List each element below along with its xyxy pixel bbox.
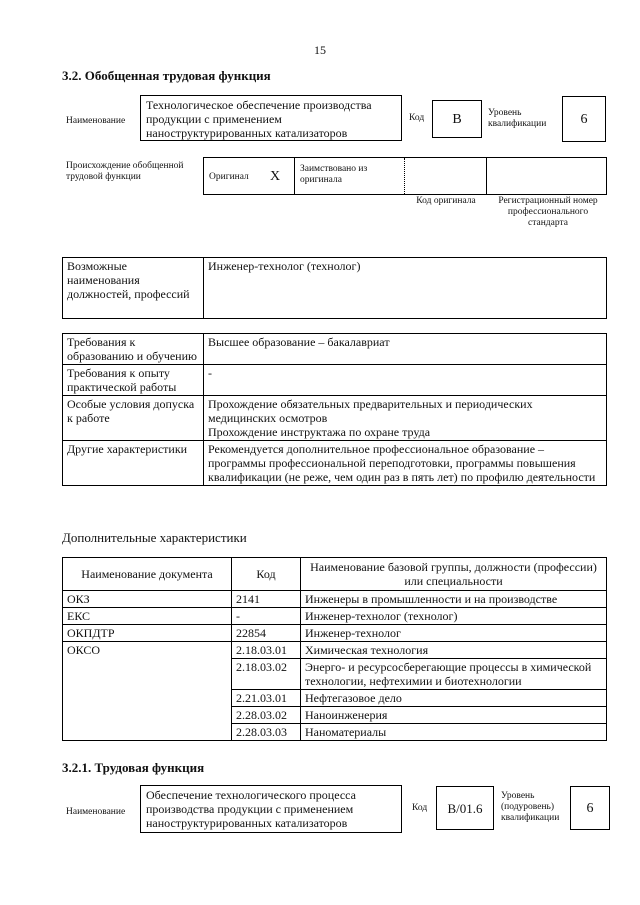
name-value: Технологическое обеспечение производства продукции с применением наноструктурированных катализаторов — [140, 95, 402, 141]
function-title: 3.2.1. Трудовая функция — [62, 760, 205, 775]
function-level-label: Уровень (подуровень) квалификации — [501, 791, 560, 823]
header-code: Код — [232, 558, 301, 591]
level-value: 6 — [562, 96, 606, 142]
additional-table — [62, 557, 607, 741]
cell-name: Инженер-технолог (технолог) — [301, 608, 607, 625]
divider — [294, 158, 295, 194]
cell-code: 2.28.03.03 — [232, 724, 301, 741]
positions-label: Возможные наименования должностей, профессий — [63, 258, 204, 319]
cell-code: 2.18.03.02 — [232, 659, 301, 690]
additional-title: Дополнительные характеристики — [62, 530, 247, 545]
cell-name: Энерго- и ресурсосберегающие процессы в химической технологии, нефтехимии и биотехнологии — [301, 659, 607, 690]
table-header-row — [63, 558, 607, 591]
req-label: Требования к образованию и обучению — [63, 334, 204, 365]
cell-doc: ОКЗ — [63, 591, 232, 608]
req-label: Особые условия допуска к работе — [63, 396, 204, 441]
divider — [486, 158, 487, 194]
table-row — [63, 642, 607, 659]
original-mark: X — [270, 169, 281, 184]
page-number: 15 — [314, 43, 326, 57]
reg-number-caption: Регистрационный номер профессионального стандарта — [498, 196, 598, 228]
table-row — [63, 591, 607, 608]
borrowed-label: Заимствовано из оригинала — [300, 164, 368, 185]
table-row — [63, 441, 607, 486]
cell-name: Химическая технология — [301, 642, 607, 659]
code-label: Код — [409, 113, 425, 123]
origin-label: Происхождение обобщенной трудовой функции — [66, 161, 184, 182]
header-doc: Наименование документа — [63, 558, 232, 591]
table-row — [63, 334, 607, 365]
code-value: B — [432, 100, 482, 138]
function-level-value: 6 — [570, 786, 610, 830]
original-label: Оригинал — [209, 172, 249, 182]
cell-name: Нефтегазовое дело — [301, 690, 607, 707]
function-code-label: Код — [412, 803, 428, 813]
section-title: 3.2. Обобщенная трудовая функция — [62, 68, 271, 83]
requirements-table — [62, 333, 607, 486]
cell-name: Наноматериалы — [301, 724, 607, 741]
cell-code: - — [232, 608, 301, 625]
origin-table — [203, 157, 607, 195]
cell-code: 2.21.03.01 — [232, 690, 301, 707]
req-value: - — [204, 365, 607, 396]
function-name-value: Обеспечение технологического процесса производства продукции с применением наноструктурированных катализаторов — [140, 785, 402, 833]
cell-doc: ЕКС — [63, 608, 232, 625]
name-label: Наименование — [66, 116, 126, 126]
level-label: Уровень квалификации — [488, 108, 547, 129]
divider — [404, 158, 405, 194]
function-name-label: Наименование — [66, 807, 126, 817]
code-original-caption: Код оригинала — [416, 196, 476, 206]
req-value: Прохождение обязательных предварительных и периодических медицинских осмотров Прохождение инструктажа по охране труда — [204, 396, 607, 441]
cell-code: 2.18.03.01 — [232, 642, 301, 659]
table-row — [63, 396, 607, 441]
cell-code: 2.28.03.02 — [232, 707, 301, 724]
table-row — [63, 365, 607, 396]
req-value: Рекомендуется дополнительное профессиональное образование – программы профессиональной переподготовки, программы повышения квалификации (не реже, чем один раз в пять лет) по профилю деятельности — [204, 441, 607, 486]
cell-doc: ОКПДТР — [63, 625, 232, 642]
positions-table — [62, 257, 607, 319]
positions-value: Инженер-технолог (технолог) — [204, 258, 607, 319]
req-value: Высшее образование – бакалавриат — [204, 334, 607, 365]
cell-doc: ОКСО — [63, 642, 232, 741]
cell-name: Наноинженерия — [301, 707, 607, 724]
cell-name: Инженеры в промышленности и на производстве — [301, 591, 607, 608]
req-label: Требования к опыту практической работы — [63, 365, 204, 396]
table-row — [63, 608, 607, 625]
table-row — [63, 625, 607, 642]
function-code-value: B/01.6 — [436, 786, 494, 830]
header-name: Наименование базовой группы, должности (профессии) или специальности — [301, 558, 607, 591]
cell-name: Инженер-технолог — [301, 625, 607, 642]
cell-code: 2141 — [232, 591, 301, 608]
cell-code: 22854 — [232, 625, 301, 642]
req-label: Другие характеристики — [63, 441, 204, 486]
